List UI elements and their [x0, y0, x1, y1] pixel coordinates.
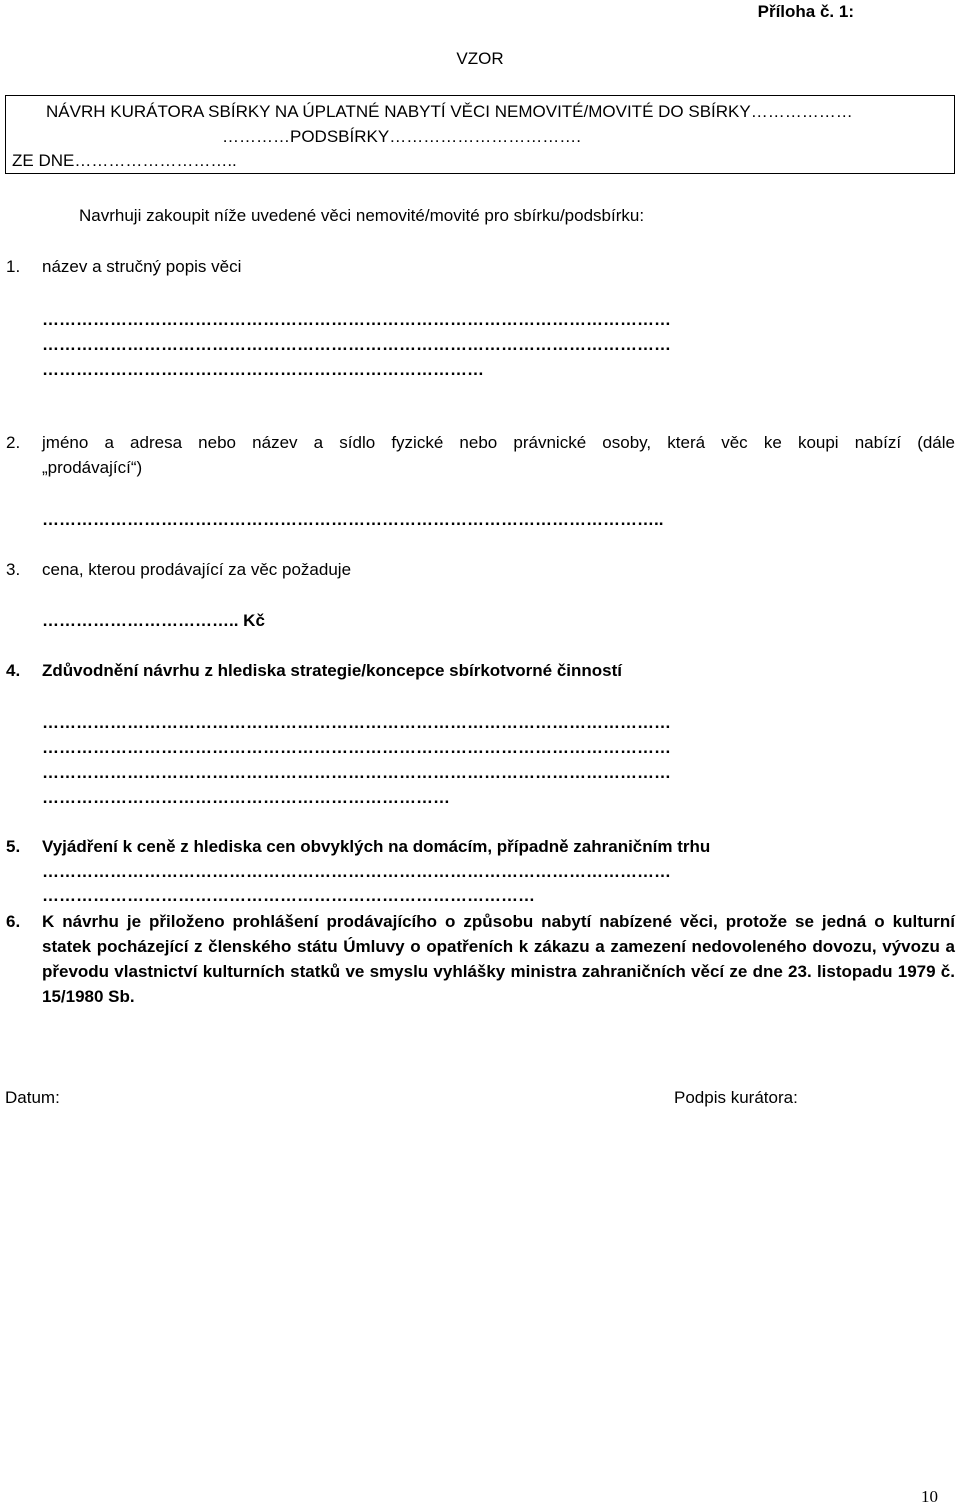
dotted-fill-line: ……………………………………………………………………	[42, 360, 484, 379]
dotted-fill-line: ………………………………………………………………………………………………..	[42, 510, 664, 529]
intro-text: Navrhuji zakoupit níže uvedené věci nemovité/movité pro sbírku/podsbírku:	[79, 206, 645, 225]
title-line-2: …………PODSBÍRKY…………………………….	[222, 127, 581, 146]
price-fill-line: …………………………….. Kč	[42, 611, 265, 630]
item-label: Vyjádření k ceně z hlediska cen obvyklých na domácím, případně zahraničním trhu	[42, 837, 711, 856]
attachment-label: Příloha č. 1:	[757, 2, 854, 21]
item-number: 5.	[6, 837, 21, 856]
item-number: 2.	[6, 433, 21, 452]
page-number: 10	[921, 1487, 938, 1506]
declaration-paragraph: K návrhu je přiloženo prohlášení prodávajícího o způsobu nabytí nabízené věci, protože se jedná o kulturní statek pocházející z členského státu Úmluvy o opatřeních k zákazu a zamezení nedovoleného dovozu, vývozu a převodu vlastnictví kulturních statků ve smyslu vyhlášky ministra zahraničních věcí ze dne 23. listopadu 1979 č. 15/1980 Sb.	[42, 912, 955, 1006]
item-number: 4.	[6, 661, 21, 680]
signature-label: Podpis kurátora:	[674, 1088, 798, 1107]
dotted-fill-line: …………………………………………………………………………………………………	[42, 713, 671, 732]
dotted-fill-line: ………………………………………………………………	[42, 788, 450, 807]
dotted-fill-line: ……………………………………………………………………………	[42, 886, 535, 905]
date-label: Datum:	[5, 1088, 60, 1107]
dotted-fill-line: …………………………………………………………………………………………………	[42, 310, 671, 329]
dotted-fill-line: …………………………………………………………………………………………………	[42, 738, 671, 757]
item-number: 3.	[6, 560, 21, 579]
item-label-line-2: „prodávající“)	[42, 458, 143, 477]
item-label-line-1: jméno a adresa nebo název a sídlo fyzické nebo právnické osoby, která věc ke koupi nabízí (dále	[42, 433, 955, 452]
item-label: cena, kterou prodávající za věc požaduje	[42, 560, 352, 579]
dotted-fill-line: …………………………………………………………………………………………………	[42, 862, 671, 881]
item-number: 1.	[6, 257, 21, 276]
dotted-fill-line: …………………………………………………………………………………………………	[42, 335, 671, 354]
title-line-1: NÁVRH KURÁTORA SBÍRKY NA ÚPLATNÉ NABYTÍ VĚCI NEMOVITÉ/MOVITÉ DO SBÍRKY………………	[46, 102, 853, 121]
item-label: název a stručný popis věci	[42, 257, 242, 276]
item-label: Zdůvodnění návrhu z hlediska strategie/koncepce sbírkotvorné činností	[42, 661, 623, 680]
dotted-fill-line: …………………………………………………………………………………………………	[42, 763, 671, 782]
template-label: VZOR	[456, 49, 504, 68]
title-line-3: ZE DNE………………………..	[12, 151, 237, 170]
item-number: 6.	[6, 912, 21, 931]
title-box	[5, 95, 955, 174]
